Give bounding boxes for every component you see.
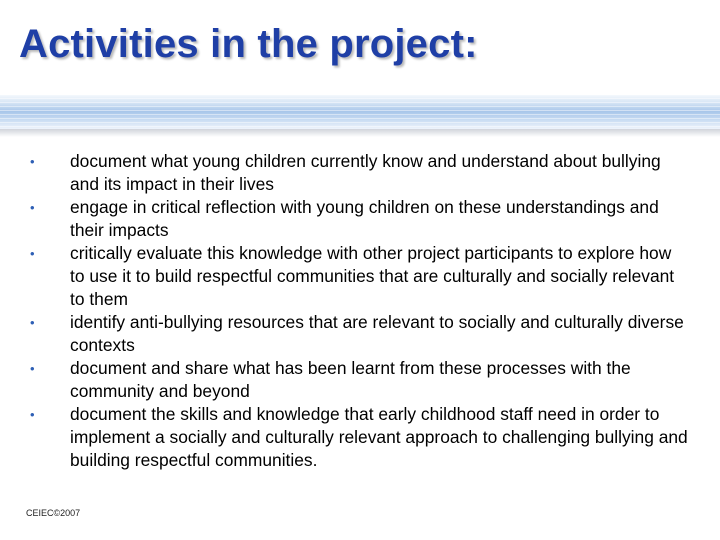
bullet-icon: • bbox=[30, 407, 35, 422]
bullet-text: document the skills and knowledge that early childhood staff need in order to implement a socially and culturally relevant approach to challenging bullying and building respectful communities. bbox=[70, 404, 688, 470]
list-item bbox=[30, 242, 690, 311]
bullet-icon: • bbox=[30, 361, 35, 376]
bullet-icon: • bbox=[30, 246, 35, 261]
list-item bbox=[30, 150, 690, 196]
list-item bbox=[30, 196, 690, 242]
bullet-icon: • bbox=[30, 154, 35, 169]
bullet-list bbox=[30, 150, 690, 472]
bullet-text: engage in critical reflection with young children on these understandings and their impacts bbox=[70, 197, 659, 240]
copyright-footer: CEIEC©2007 bbox=[26, 508, 81, 518]
slide-title: Activities in the project: bbox=[19, 22, 478, 66]
bullet-text: identify anti-bullying resources that are relevant to socially and culturally diverse contexts bbox=[70, 312, 684, 355]
bullet-text: document what young children currently know and understand about bullying and its impact in their lives bbox=[70, 151, 661, 194]
list-item bbox=[30, 311, 690, 357]
bullet-icon: • bbox=[30, 315, 35, 330]
bullet-icon: • bbox=[30, 200, 35, 215]
list-item bbox=[30, 357, 690, 403]
header-band bbox=[0, 95, 720, 129]
bullet-text: document and share what has been learnt from these processes with the community and beyond bbox=[70, 358, 631, 401]
bullet-text: critically evaluate this knowledge with other project participants to explore how to use it to build respectful communities that are culturally and socially relevant to them bbox=[70, 243, 675, 309]
list-item bbox=[30, 403, 690, 472]
header-band-shadow bbox=[0, 129, 720, 137]
